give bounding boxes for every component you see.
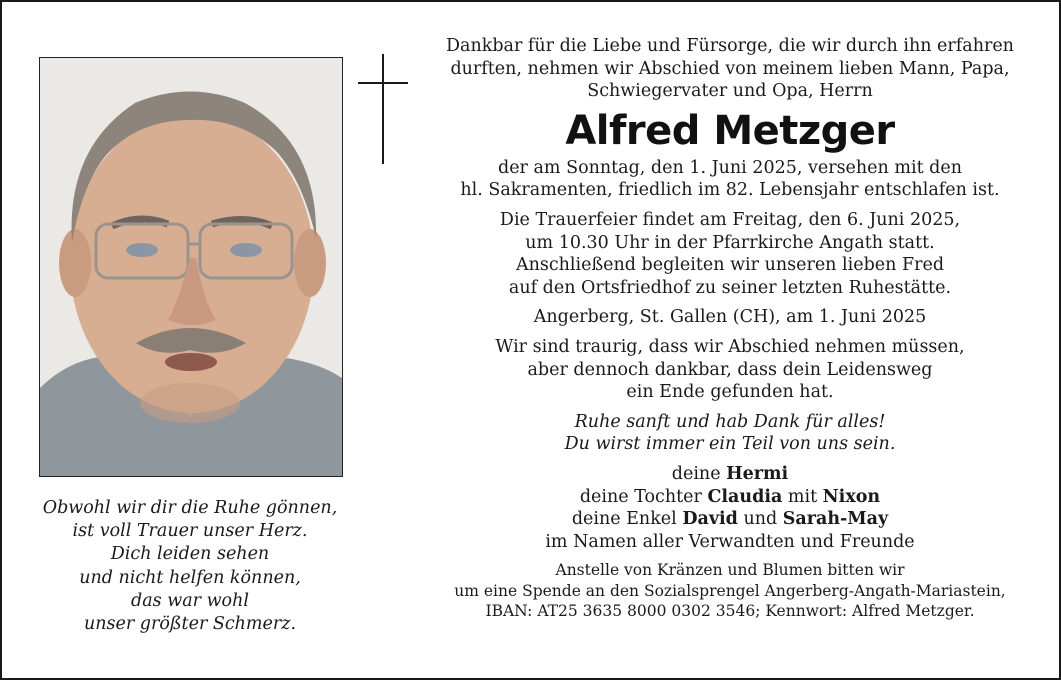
family-line: im Namen aller Verwandten und Freunde	[545, 531, 915, 552]
poem-line: das war wohl	[131, 590, 249, 611]
intro-line: Schwiegervater und Opa, Herrn	[587, 81, 873, 102]
sentiment-line: aber dennoch dankbar, dass dein Leidensweg	[527, 359, 933, 380]
donation-line: um eine Spende an den Sozialsprengel Angerberg-Angath-Mariastein,	[454, 581, 1006, 600]
portrait-illustration	[40, 58, 342, 476]
memorial-poem	[22, 497, 358, 636]
family-line	[420, 486, 1040, 509]
cross-icon	[358, 54, 408, 164]
funeral-line: um 10.30 Uhr in der Pfarrkirche Angath statt.	[525, 232, 935, 253]
funeral-line: Anschließend begleiten wir unseren lieben Fred	[515, 255, 945, 276]
family-name: Hermi	[726, 463, 789, 484]
portrait-photo	[39, 57, 343, 477]
poem-line: und nicht helfen können,	[79, 567, 301, 588]
family-name: David	[682, 509, 738, 530]
family-line	[420, 463, 1040, 486]
deceased-name: Alfred Metzger	[565, 107, 895, 154]
family-text: deine Enkel	[571, 509, 683, 530]
family-text: deine	[671, 463, 727, 484]
obituary-text	[420, 35, 1040, 622]
farewell-line: Du wirst immer ein Teil von uns sein.	[564, 434, 896, 455]
family-text: deine Tochter	[579, 486, 708, 507]
family-text: und	[737, 509, 783, 530]
funeral-line: auf den Ortsfriedhof zu seiner letzten Ruhestätte.	[508, 277, 952, 298]
family-text: mit	[782, 486, 823, 507]
death-line: hl. Sakramenten, friedlich im 82. Lebensjahr entschlafen ist.	[460, 180, 1000, 201]
place-date: Angerberg, St. Gallen (CH), am 1. Juni 2025	[533, 307, 927, 328]
sentiment-line: Wir sind traurig, dass wir Abschied nehmen müssen,	[495, 336, 965, 357]
poem-line: Obwohl wir dir die Ruhe gönnen,	[42, 498, 338, 518]
family-line	[420, 508, 1040, 531]
donation-line: IBAN: AT25 3635 8000 0302 3546; Kennwort: Alfred Metzger.	[485, 602, 975, 621]
farewell-line: Ruhe sanft und hab Dank für alles!	[574, 411, 886, 432]
poem-line: ist voll Trauer unser Herz.	[72, 521, 308, 542]
donation-line: Anstelle von Kränzen und Blumen bitten wir	[555, 561, 905, 580]
intro-line: Dankbar für die Liebe und Fürsorge, die wir durch ihn erfahren	[446, 36, 1014, 56]
family-name: Sarah-May	[782, 509, 889, 530]
intro-line: durften, nehmen wir Abschied von meinem lieben Mann, Papa,	[450, 58, 1010, 79]
family-name: Claudia	[707, 486, 783, 507]
poem-line: Dich leiden sehen	[110, 544, 270, 565]
family-name: Nixon	[822, 486, 881, 507]
death-line: der am Sonntag, den 1. Juni 2025, versehen mit den	[498, 157, 962, 178]
poem-line: unser größter Schmerz.	[83, 614, 297, 635]
funeral-line: Die Trauerfeier findet am Freitag, den 6. Juni 2025,	[499, 209, 961, 230]
sentiment-line: ein Ende gefunden hat.	[626, 382, 834, 403]
